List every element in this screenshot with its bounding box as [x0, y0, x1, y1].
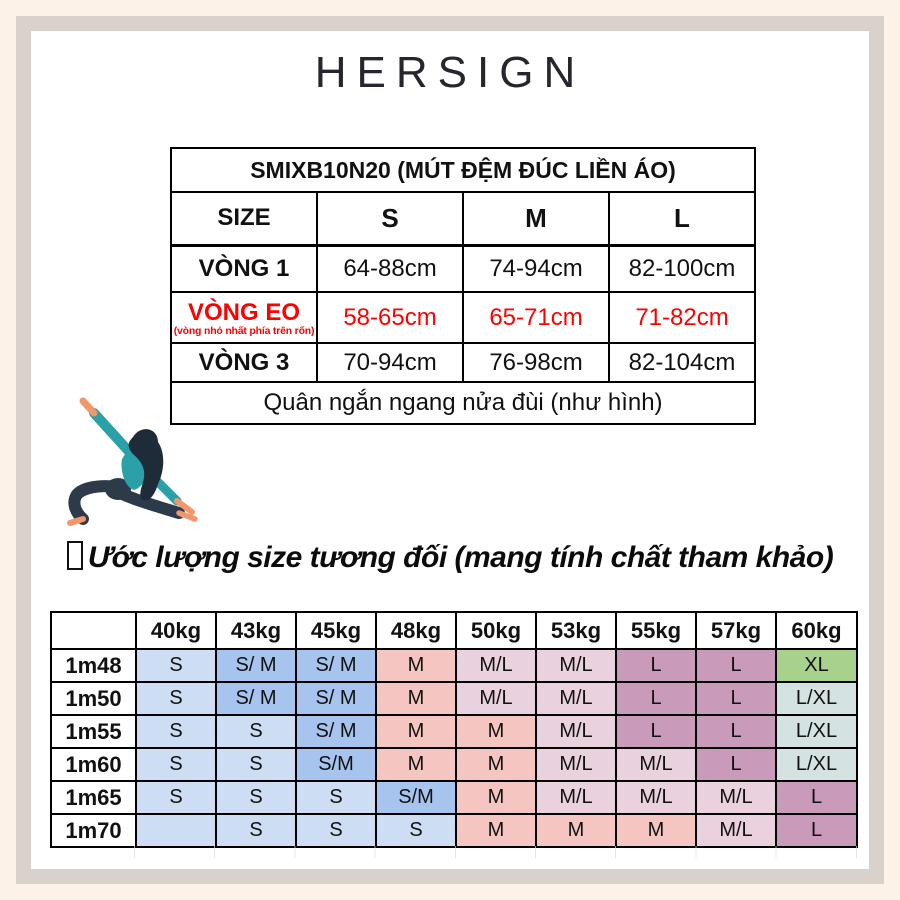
- size-cell: L: [696, 682, 776, 715]
- size-cell: S: [136, 748, 216, 781]
- table-row: [51, 781, 857, 814]
- corner-cell: [51, 612, 136, 649]
- height-label: 1m60: [51, 748, 136, 781]
- bent-left-leg: [74, 486, 118, 519]
- size-cell: S/ M: [296, 682, 376, 715]
- size-cell: M/L: [456, 649, 536, 682]
- size-col-m: M: [463, 192, 609, 245]
- measure-cell: 65-71cm: [463, 292, 609, 343]
- size-cell: S: [216, 715, 296, 748]
- row-label-vong3: VÒNG 3: [171, 343, 317, 382]
- size-cell: M: [376, 649, 456, 682]
- spreadsheet-gridline-stub: [134, 846, 857, 858]
- table-row: [51, 814, 857, 847]
- size-cell: L: [776, 781, 857, 814]
- height-label: 1m50: [51, 682, 136, 715]
- measure-cell: 82-100cm: [609, 245, 755, 292]
- size-cell: M: [456, 814, 536, 847]
- measure-cell: 74-94cm: [463, 245, 609, 292]
- eye: [147, 447, 150, 450]
- size-cell: L: [696, 748, 776, 781]
- weight-header: 43kg: [216, 612, 296, 649]
- vong-eo-label: VÒNG EO: [187, 298, 301, 326]
- row-label-vong-eo: [171, 292, 317, 343]
- size-cell: M/L: [536, 649, 616, 682]
- size-cell: S/M: [376, 781, 456, 814]
- size-cell: L: [616, 649, 696, 682]
- weight-header: 53kg: [536, 612, 616, 649]
- weight-header: 60kg: [776, 612, 857, 649]
- size-cell: M/L: [616, 748, 696, 781]
- weight-header: 40kg: [136, 612, 216, 649]
- size-cell: M/L: [536, 748, 616, 781]
- table-row: [171, 192, 755, 245]
- table-row: [171, 382, 755, 424]
- table-row: [51, 649, 857, 682]
- size-estimate-table: [50, 611, 858, 848]
- size-col-l: L: [609, 192, 755, 245]
- size-cell: [136, 814, 216, 847]
- size-cell: S: [376, 814, 456, 847]
- weight-header: 45kg: [296, 612, 376, 649]
- size-cell: S/ M: [216, 682, 296, 715]
- measure-cell: 64-88cm: [317, 245, 463, 292]
- size-cell: M/L: [696, 781, 776, 814]
- size-cell: S/ M: [296, 649, 376, 682]
- size-cell: S: [136, 715, 216, 748]
- size-cell: S/M: [296, 748, 376, 781]
- weight-header: 55kg: [616, 612, 696, 649]
- size-cell: S: [136, 781, 216, 814]
- size-cell: M/L: [536, 715, 616, 748]
- product-code-title: SMIXB10N20 (MÚT ĐỆM ĐÚC LIỀN ÁO): [171, 148, 755, 192]
- size-cell: S: [216, 781, 296, 814]
- size-cell: S: [136, 682, 216, 715]
- height-label: 1m65: [51, 781, 136, 814]
- size-cell: M: [456, 715, 536, 748]
- table-row: [171, 148, 755, 192]
- weight-header: 48kg: [376, 612, 456, 649]
- raised-arm: [94, 413, 133, 456]
- size-cell: L/XL: [776, 682, 857, 715]
- size-cell: XL: [776, 649, 857, 682]
- row-label-vong1: VÒNG 1: [171, 245, 317, 292]
- measure-cell: 82-104cm: [609, 343, 755, 382]
- size-cell: L: [616, 715, 696, 748]
- size-cell: M: [456, 781, 536, 814]
- size-cell: M: [376, 682, 456, 715]
- size-cell: L: [616, 682, 696, 715]
- height-label: 1m48: [51, 649, 136, 682]
- size-cell: S: [136, 649, 216, 682]
- weight-header: 57kg: [696, 612, 776, 649]
- left-foot: [70, 519, 83, 523]
- size-cell: M: [376, 715, 456, 748]
- size-cell: M/L: [536, 781, 616, 814]
- size-cell: L: [696, 649, 776, 682]
- size-cell: M: [536, 814, 616, 847]
- size-cell: S: [296, 814, 376, 847]
- size-header: SIZE: [171, 192, 317, 245]
- raised-hand: [83, 401, 94, 413]
- size-cell: M/L: [536, 682, 616, 715]
- size-cell: M: [456, 748, 536, 781]
- height-label: 1m55: [51, 715, 136, 748]
- size-cell: L: [776, 814, 857, 847]
- table-row: [51, 612, 857, 649]
- height-label: 1m70: [51, 814, 136, 847]
- table-row: [51, 682, 857, 715]
- missing-glyph-box: [67, 541, 83, 570]
- table-row: [171, 245, 755, 292]
- size-cell: L/XL: [776, 715, 857, 748]
- table-row: [171, 292, 755, 343]
- size-cell: S: [216, 748, 296, 781]
- note-text: Ước lượng size tương đối (mang tính chất tham khảo): [87, 541, 834, 574]
- size-cell: M/L: [696, 814, 776, 847]
- measure-cell: 58-65cm: [317, 292, 463, 343]
- shorts-length-note: Quân ngắn ngang nửa đùi (như hình): [171, 382, 755, 424]
- size-cell: S: [216, 814, 296, 847]
- brand-logo: HERSIGN: [314, 48, 586, 97]
- size-cell: L/XL: [776, 748, 857, 781]
- table-row: [171, 343, 755, 382]
- size-cell: L: [696, 715, 776, 748]
- measure-cell: 76-98cm: [463, 343, 609, 382]
- size-cell: S: [296, 781, 376, 814]
- weight-header: 50kg: [456, 612, 536, 649]
- table-row: [51, 748, 857, 781]
- size-cell: M: [616, 814, 696, 847]
- vong-eo-sublabel: (vòng nhỏ nhất phía trên rốn): [173, 324, 315, 337]
- measurement-table: [170, 147, 756, 425]
- table-row: [51, 715, 857, 748]
- size-cell: S/ M: [216, 649, 296, 682]
- size-cell: M/L: [456, 682, 536, 715]
- size-col-s: S: [317, 192, 463, 245]
- size-cell: M: [376, 748, 456, 781]
- yoga-figure-illustration: [38, 392, 240, 544]
- size-cell: S/ M: [296, 715, 376, 748]
- measure-cell: 71-82cm: [609, 292, 755, 343]
- size-cell: M/L: [616, 781, 696, 814]
- size-estimate-note: [0, 541, 900, 575]
- measure-cell: 70-94cm: [317, 343, 463, 382]
